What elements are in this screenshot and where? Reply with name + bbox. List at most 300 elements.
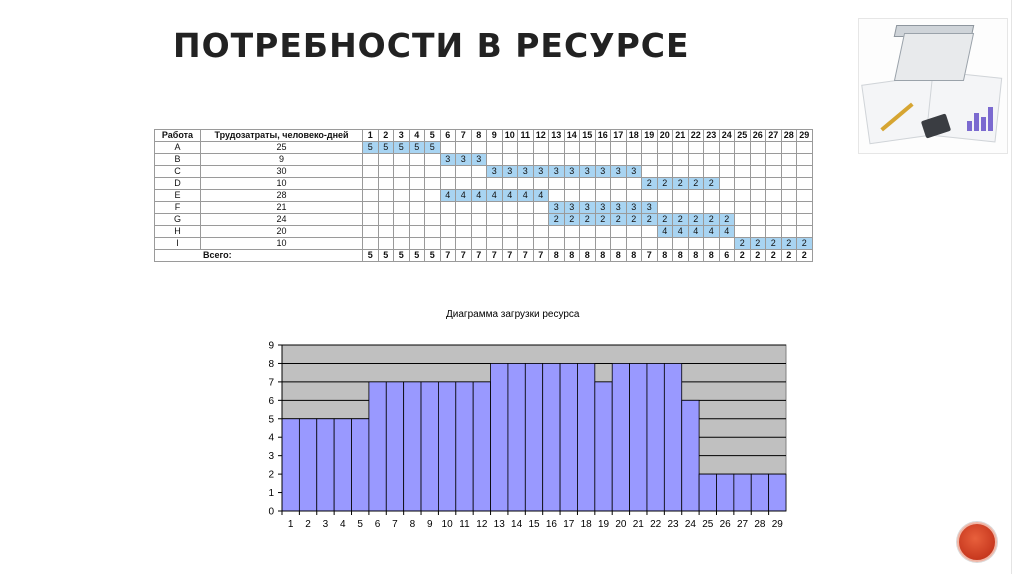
bar [438,382,455,511]
gantt-cell [642,166,658,178]
gantt-cell [626,190,642,202]
gantt-cell [580,142,596,154]
gantt-cell [781,154,797,166]
chart-title: Диаграмма загрузки ресурса [446,309,580,320]
gantt-cell [471,214,487,226]
row-job: C [155,166,201,178]
gantt-cell [394,190,410,202]
gantt-cell [611,178,627,190]
gantt-cell [409,226,425,238]
gantt-cell-filled: 2 [781,238,797,250]
x-tick-label: 26 [719,519,731,530]
header-day: 1 [363,130,379,142]
gantt-cell [363,178,379,190]
gantt-cell-filled: 2 [735,238,751,250]
bar [751,474,768,511]
bar [595,382,612,511]
total-cell: 5 [425,250,441,262]
gantt-cell [657,166,673,178]
total-cell: 2 [797,250,813,262]
row-labor: 10 [201,238,363,250]
gantt-cell [781,178,797,190]
header-day: 17 [611,130,627,142]
gantt-cell [425,166,441,178]
row-labor: 28 [201,190,363,202]
gantt-cell-filled: 3 [626,166,642,178]
gantt-cell-filled: 2 [704,178,720,190]
gantt-cell [425,190,441,202]
gantt-cell [363,202,379,214]
gantt-cell [378,202,394,214]
total-cell: 7 [440,250,456,262]
gantt-cell [595,142,611,154]
gantt-cell [766,226,782,238]
bar [716,474,733,511]
gantt-cell [394,202,410,214]
total-cell: 7 [502,250,518,262]
header-day: 24 [719,130,735,142]
gantt-row [155,166,813,178]
bar [525,363,542,511]
gantt-row [155,142,813,154]
gantt-header-row [155,130,813,142]
gantt-cell [518,238,534,250]
gantt-cell [781,226,797,238]
gantt-cell-filled: 3 [456,154,472,166]
gantt-cell [797,154,813,166]
gantt-cell [456,178,472,190]
gantt-cell [704,238,720,250]
gantt-cell [750,166,766,178]
gantt-cell-filled: 5 [363,142,379,154]
gantt-cell [409,166,425,178]
gantt-cell [595,154,611,166]
gantt-cell [456,238,472,250]
gantt-cell-filled: 5 [409,142,425,154]
bar [352,419,369,511]
gantt-cell [425,178,441,190]
gantt-cell [626,142,642,154]
gantt-cell [440,238,456,250]
total-cell: 8 [626,250,642,262]
gantt-cell [440,166,456,178]
gantt-cell-filled: 2 [611,214,627,226]
bar [421,382,438,511]
gantt-cell [425,202,441,214]
total-cell: 7 [456,250,472,262]
gantt-row [155,238,813,250]
gantt-cell [378,214,394,226]
bar [734,474,751,511]
gantt-cell [564,190,580,202]
gantt-cell [657,142,673,154]
gantt-cell [378,166,394,178]
gantt-cell [425,226,441,238]
gantt-cell [549,190,565,202]
header-labor: Трудозатраты, человеко-дней [201,130,363,142]
header-day: 16 [595,130,611,142]
x-tick-label: 12 [476,519,488,530]
gantt-row [155,214,813,226]
gantt-cell [766,154,782,166]
gantt-cell [394,238,410,250]
gantt-cell [719,238,735,250]
total-label: Всего: [155,250,363,262]
gantt-cell [673,166,689,178]
gantt-cell [750,190,766,202]
gantt-cell [456,202,472,214]
gantt-cell-filled: 4 [502,190,518,202]
gantt-cell [766,190,782,202]
header-day: 2 [378,130,394,142]
gantt-cell-filled: 2 [580,214,596,226]
gantt-cell [518,202,534,214]
x-tick-label: 9 [426,519,433,530]
header-day: 20 [657,130,673,142]
gantt-row [155,154,813,166]
gantt-cell-filled: 5 [425,142,441,154]
page-edge-line [1011,0,1012,574]
bar [682,400,699,511]
gantt-cell [533,154,549,166]
gantt-cell [735,202,751,214]
gantt-cell [750,226,766,238]
gantt-cell [440,202,456,214]
total-cell: 5 [363,250,379,262]
gantt-cell [797,190,813,202]
y-tick-label: 5 [268,414,274,426]
bar [699,474,716,511]
gantt-cell-filled: 2 [626,214,642,226]
gantt-cell [642,238,658,250]
gantt-cell [688,142,704,154]
row-labor: 9 [201,154,363,166]
gantt-cell [735,166,751,178]
total-cell: 7 [518,250,534,262]
gantt-cell [502,214,518,226]
gantt-cell [533,214,549,226]
x-tick-label: 28 [754,519,766,530]
x-tick-label: 13 [493,519,505,530]
gantt-cell [719,166,735,178]
row-job: D [155,178,201,190]
gantt-cell [673,142,689,154]
gantt-cell [673,238,689,250]
gantt-cell-filled: 2 [657,214,673,226]
header-day: 19 [642,130,658,142]
gantt-cell [456,226,472,238]
gantt-cell-filled: 4 [518,190,534,202]
gantt-cell [471,226,487,238]
x-tick-label: 17 [563,519,575,530]
total-cell: 8 [704,250,720,262]
row-job: E [155,190,201,202]
bar [560,363,577,511]
header-day: 28 [781,130,797,142]
bar [491,363,508,511]
gantt-cell [750,202,766,214]
header-day: 3 [394,130,410,142]
row-labor: 21 [201,202,363,214]
x-tick-label: 10 [441,519,453,530]
gantt-cell [735,190,751,202]
y-tick-label: 4 [268,432,274,444]
bar [317,419,334,511]
gantt-cell [688,154,704,166]
gantt-cell [704,166,720,178]
bar [299,419,316,511]
header-day: 10 [502,130,518,142]
gantt-cell-filled: 2 [673,178,689,190]
gantt-row [155,178,813,190]
gantt-cell [564,154,580,166]
gantt-cell [580,178,596,190]
gantt-cell [719,142,735,154]
gantt-cell [363,154,379,166]
gantt-cell [564,238,580,250]
gantt-cell-filled: 2 [719,214,735,226]
gantt-cell [549,238,565,250]
gantt-cell [719,202,735,214]
row-job: H [155,226,201,238]
row-job: I [155,238,201,250]
x-tick-label: 6 [374,519,381,530]
gantt-cell [704,142,720,154]
x-tick-label: 19 [597,519,610,530]
header-day: 25 [735,130,751,142]
gantt-cell [564,142,580,154]
gantt-cell [797,166,813,178]
y-tick-label: 2 [268,469,274,481]
gantt-cell [409,190,425,202]
bar [647,363,664,511]
gantt-cell [440,214,456,226]
gantt-cell-filled: 2 [549,214,565,226]
gantt-cell [766,214,782,226]
gantt-cell [611,142,627,154]
gantt-cell [657,202,673,214]
gantt-cell-filled: 4 [471,190,487,202]
bar [769,474,786,511]
x-tick-label: 20 [615,519,627,530]
gantt-cell-filled: 4 [456,190,472,202]
header-day: 8 [471,130,487,142]
gantt-cell [750,178,766,190]
gantt-cell-filled: 4 [657,226,673,238]
gantt-cell [704,202,720,214]
gantt-cell-filled: 3 [471,154,487,166]
gantt-cell [611,238,627,250]
gantt-cell [533,178,549,190]
x-tick-label: 15 [528,519,540,530]
gantt-cell [378,178,394,190]
gantt-row [155,202,813,214]
total-cell: 5 [378,250,394,262]
gantt-cell-filled: 2 [688,178,704,190]
gantt-cell [363,214,379,226]
gantt-cell [688,190,704,202]
page-title: ПОТРЕБНОСТИ В РЕСУРСЕ [173,26,690,65]
gantt-cell [487,178,503,190]
total-cell: 2 [750,250,766,262]
y-tick-label: 0 [268,506,274,518]
gantt-cell [580,154,596,166]
gantt-cell-filled: 4 [673,226,689,238]
gantt-cell [363,166,379,178]
gantt-cell [487,238,503,250]
gantt-cell [797,214,813,226]
gantt-cell [394,154,410,166]
gantt-cell-filled: 3 [626,202,642,214]
gantt-cell [502,154,518,166]
gantt-cell [642,154,658,166]
y-tick-label: 1 [268,488,274,500]
gantt-cell [766,166,782,178]
gantt-row [155,226,813,238]
architecture-illustration [858,18,1008,154]
header-day: 23 [704,130,720,142]
gantt-cell [487,202,503,214]
x-tick-label: 11 [459,519,470,530]
gantt-cell [440,178,456,190]
gantt-cell [363,226,379,238]
gantt-cell [781,214,797,226]
gantt-cell [797,178,813,190]
gantt-cell [378,226,394,238]
bar [664,363,681,511]
house-model [894,33,974,81]
gantt-cell [409,154,425,166]
gantt-cell [735,214,751,226]
gantt-cell [533,202,549,214]
header-day: 21 [673,130,689,142]
header-day: 14 [564,130,580,142]
gantt-cell [580,190,596,202]
x-tick-label: 5 [357,519,363,530]
total-cell: 8 [611,250,627,262]
gantt-cell [657,190,673,202]
total-cell: 8 [580,250,596,262]
gantt-cell-filled: 2 [657,178,673,190]
gantt-cell [564,226,580,238]
gantt-cell [595,190,611,202]
gantt-cell [394,166,410,178]
gantt-cell-filled: 3 [487,166,503,178]
top-bar [0,0,1024,4]
circle-button-icon[interactable] [957,522,997,562]
total-cell: 6 [719,250,735,262]
bar [386,382,403,511]
gantt-cell [626,238,642,250]
gantt-cell [549,142,565,154]
gantt-cell [688,166,704,178]
gantt-cell-filled: 3 [642,202,658,214]
gantt-cell [502,202,518,214]
y-tick-label: 3 [268,451,274,463]
gantt-cell [781,142,797,154]
gantt-cell [456,166,472,178]
gantt-cell [549,154,565,166]
row-job: G [155,214,201,226]
gantt-cell [673,202,689,214]
y-tick-label: 6 [268,395,274,407]
gantt-cell [518,226,534,238]
gantt-cell [425,238,441,250]
gantt-cell [440,226,456,238]
total-cell: 8 [595,250,611,262]
gantt-cell [719,154,735,166]
header-day: 29 [797,130,813,142]
x-tick-label: 29 [771,519,783,530]
gantt-cell [549,178,565,190]
header-day: 9 [487,130,503,142]
gantt-cell-filled: 3 [549,202,565,214]
total-cell: 2 [766,250,782,262]
gantt-cell [595,178,611,190]
gantt-cell-filled: 2 [750,238,766,250]
gantt-cell [673,154,689,166]
gantt-cell [378,238,394,250]
x-tick-label: 4 [340,519,346,530]
gantt-cell-filled: 4 [440,190,456,202]
x-tick-label: 16 [545,519,557,530]
gantt-cell-filled: 3 [595,202,611,214]
gantt-cell [409,178,425,190]
gantt-cell-filled: 3 [518,166,534,178]
header-day: 22 [688,130,704,142]
gantt-cell [533,226,549,238]
total-cell: 8 [673,250,689,262]
row-job: B [155,154,201,166]
gantt-cell [657,238,673,250]
gantt-cell [626,154,642,166]
gantt-cell [471,166,487,178]
gantt-cell [797,202,813,214]
gantt-cell [502,226,518,238]
gantt-cell [549,226,565,238]
gantt-cell-filled: 5 [378,142,394,154]
gantt-cell-filled: 3 [564,166,580,178]
gantt-cell-filled: 3 [564,202,580,214]
gantt-cell [409,202,425,214]
gantt-cell [750,154,766,166]
y-tick-label: 7 [268,377,274,389]
gantt-cell-filled: 3 [502,166,518,178]
gantt-cell [502,142,518,154]
gantt-cell [580,238,596,250]
gantt-cell [363,190,379,202]
header-day: 15 [580,130,596,142]
bar [612,363,629,511]
gantt-cell [735,178,751,190]
y-tick-label: 8 [268,358,274,370]
gantt-cell [456,142,472,154]
total-cell: 7 [642,250,658,262]
bar [577,363,594,511]
gantt-cell [471,238,487,250]
gantt-cell [735,154,751,166]
gantt-cell [797,226,813,238]
gantt-cell [518,178,534,190]
bar [456,382,473,511]
x-tick-label: 3 [322,519,329,530]
gantt-cell [518,214,534,226]
gantt-cell [595,226,611,238]
gantt-cell [750,142,766,154]
bar [508,363,525,511]
header-day: 26 [750,130,766,142]
x-tick-label: 24 [684,519,696,530]
